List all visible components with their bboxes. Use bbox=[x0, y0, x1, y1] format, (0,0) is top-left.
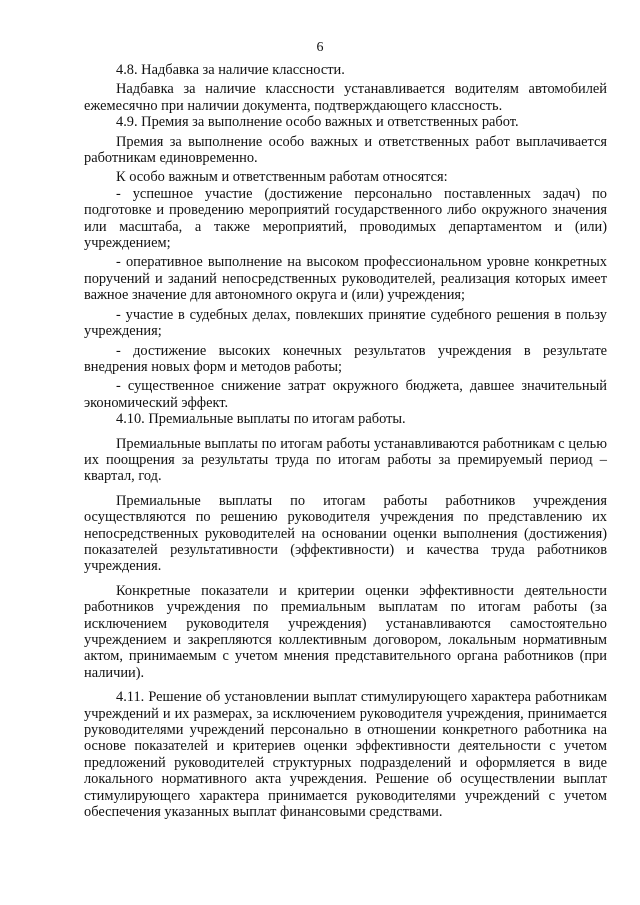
paragraph: Надбавка за наличие классности устанавливается водителям автомобилей ежемесячно при наличии документа, подтверждающего классность. bbox=[84, 81, 607, 114]
paragraph: К особо важным и ответственным работам относятся: bbox=[116, 169, 448, 186]
paragraph: Премия за выполнение особо важных и ответственных работ выплачивается работникам единовременно. bbox=[84, 133, 607, 167]
document-body bbox=[84, 62, 607, 820]
section-4-11: 4.11. Решение об установлении выплат стимулирующего характера работникам учреждений и их размерах, за исключением руководителя учреждения, принимается руководителями учреждений персонально в отношении конкретного работника на основе показателей и критериев оценки эффективности деятельности с учетом предложений руководителей структурных подразделений и оформляется в виде локального нормативного акта учреждения. Решение об осуществлении выплат стимулирующего характера принимается руководителями учреждений с учетом обеспечения указанных выплат финансовыми средствами. bbox=[84, 689, 607, 821]
list-item: - достижение высоких конечных результатов учреждения в результате внедрения новых форм и методов работы; bbox=[84, 342, 607, 375]
section-heading-4-9: 4.9. Премия за выполнение особо важных и ответственных работ. bbox=[116, 114, 519, 131]
paragraph: Премиальные выплаты по итогам работы устанавливаются работникам с целью их поощрения за результаты труда по итогам работы за премируемый период – квартал, год. bbox=[84, 435, 607, 485]
paragraph: Премиальные выплаты по итогам работы работников учреждения осуществляются по решению руководителя учреждения по представлению их непосредственных руководителей на основании оценки выполнения (достижения) показателей результативности (эффективности) и качества труда работников учреждения. bbox=[84, 492, 607, 575]
list-item: - оперативное выполнение на высоком профессиональном уровне конкретных поручений и заданий непосредственных руководителей, реализация которых имеет важное значение для автономного округа и (или) учреждения; bbox=[84, 254, 607, 304]
list-item: - участие в судебных делах, повлекших принятие судебного решения в пользу учреждения; bbox=[84, 306, 607, 340]
section-heading-4-8: 4.8. Надбавка за наличие классности. bbox=[116, 62, 345, 78]
page-number: 6 bbox=[316, 40, 324, 55]
section-heading-4-10: 4.10. Премиальные выплаты по итогам работы. bbox=[116, 411, 406, 428]
list-item: - существенное снижение затрат окружного бюджета, давшее значительный экономический эффект. bbox=[84, 378, 607, 411]
paragraph: Конкретные показатели и критерии оценки эффективности деятельности работников учреждения по премиальным выплатам по итогам работы (за исключением руководителя учреждения) устанавливаются самостоятельно учреждением и закрепляются коллективным договором, локальным нормативным актом, принимаемым с учетом мнения представительного органа работников (при наличии). bbox=[84, 582, 607, 681]
list-item: - успешное участие (достижение персонально поставленных задач) по подготовке и проведению мероприятий государственного либо окружного значения или масштаба, а также мероприятий, проводимых департаментом и (или) учреждением; bbox=[84, 185, 607, 252]
